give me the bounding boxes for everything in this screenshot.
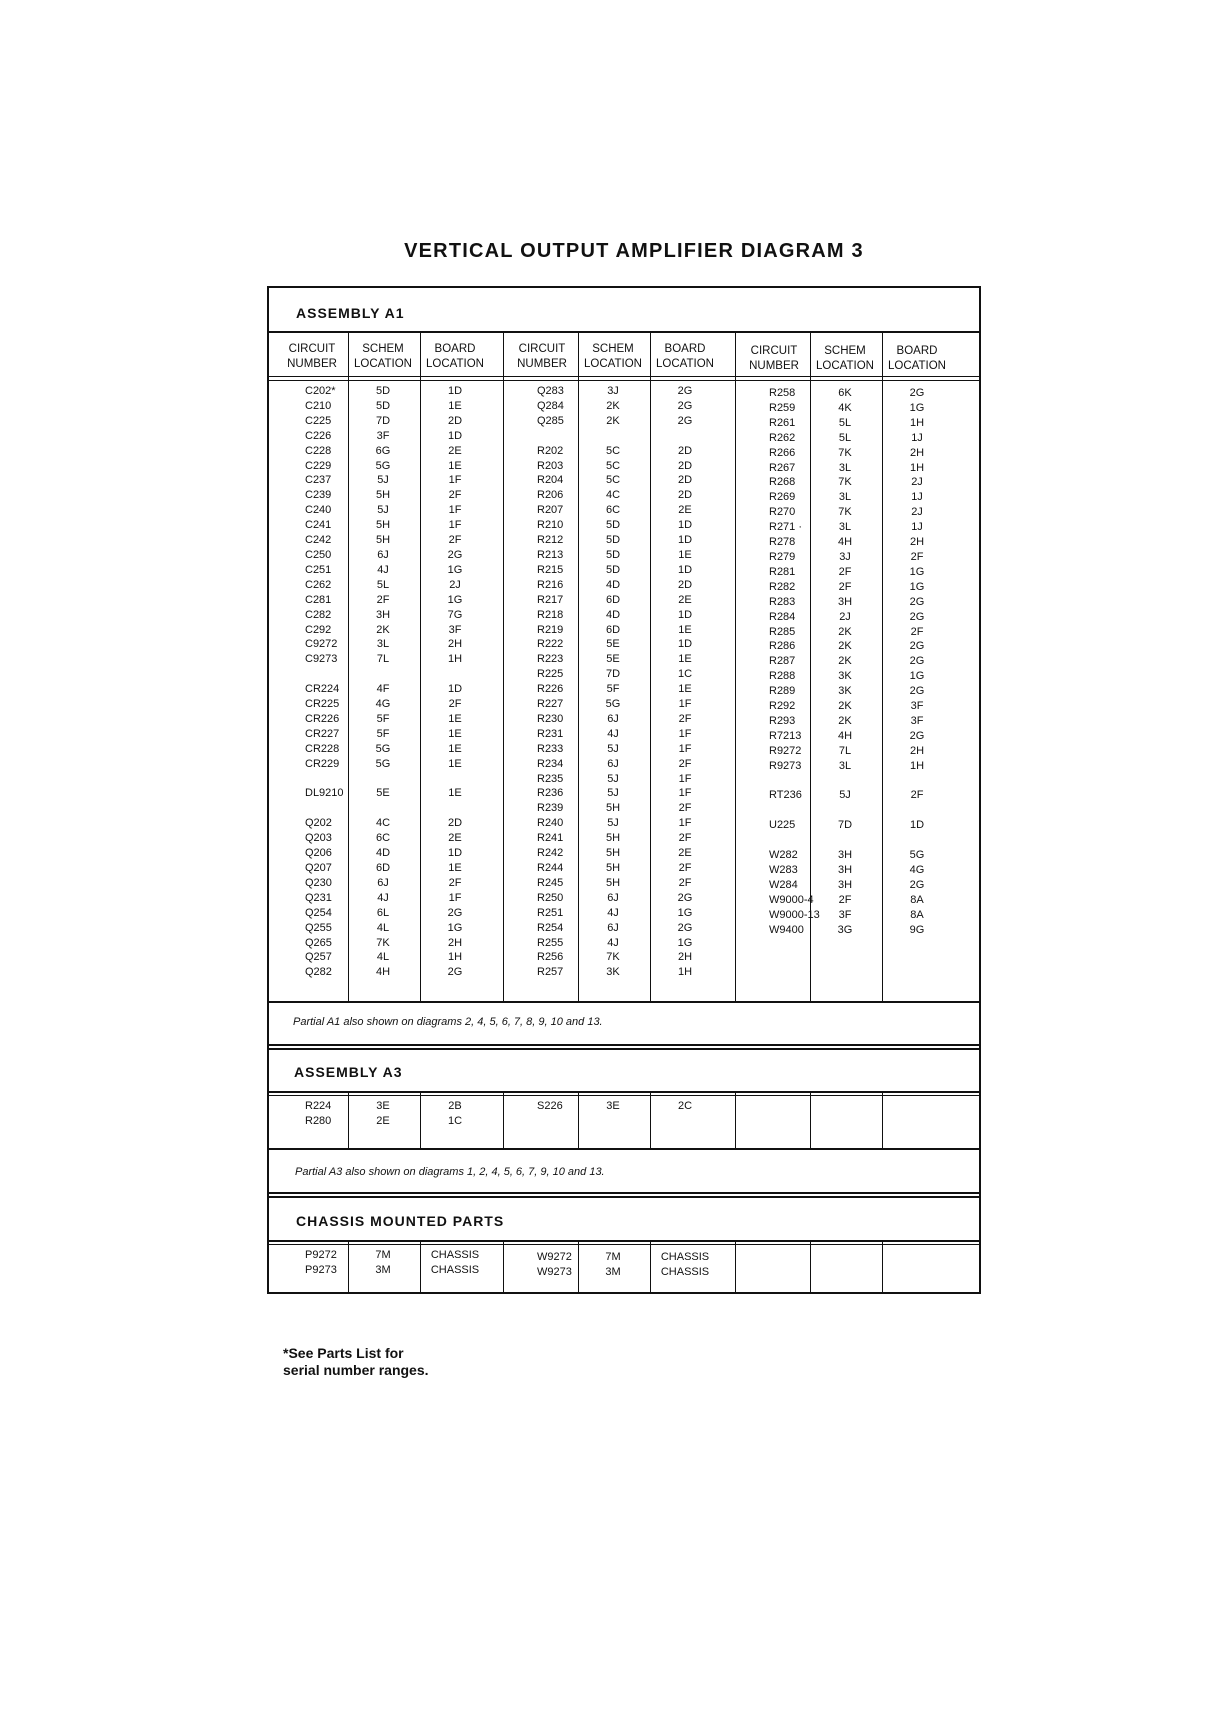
a1-circuit-column-2: Q283 Q284 Q285 R202 R203 R204 R206 R207 R210 R212 R213 R215 R216 R217 R218 R219 R222 R223 R225 R226 R227 R230 R231 R233 R234 R235 R236 R239 R240 R241 R242 R244 R245 R250 R251 R254 R255 R256 R257 <box>537 385 564 979</box>
chassis-board-column-1: CHASSIS CHASSIS <box>430 1249 480 1276</box>
header-schem-location-2 <box>582 342 644 372</box>
a1-schem-column-3: 6K 4K 5L 5L 7K 3L 7K 3L 7K 3L 4H 3J 2F 2F 3H 2J 2K 2K 2K 3K 3K 2K 2K 4H 7L 3L 5J 7D 3H 3H 3H 2F 3F 3G <box>837 387 853 936</box>
chassis-schem-column-1: 7M 3M <box>375 1249 391 1276</box>
header-line: LOCATION <box>816 360 874 372</box>
header-board-location-3 <box>886 344 948 374</box>
chassis-section-title: CHASSIS MOUNTED PARTS <box>296 1213 505 1229</box>
a1-schem-column-2: 3J 2K 2K 5C 5C 5C 4C 6C 5D 5D 5D 5D 4D 6D 4D 6D 5E 5E 7D 5F 5G 6J 4J 5J 6J 5J 5J 5H 5J 5H 5H 5H 5H 6J 4J 6J 4J 7K 3K <box>605 385 621 979</box>
header-circuit-number-2 <box>511 342 573 372</box>
header-line: BOARD <box>664 343 706 355</box>
a1-board-column-3: 2G 1G 1H 1J 2H 1H 2J 1J 2J 1J 2H 2F 1G 1G 2G 2G 2F 2G 2G 1G 2G 3F 3F 2G 2H 1H 2F 1D 5G 4G 2G 8A 8A 9G <box>909 387 925 936</box>
page-title: VERTICAL OUTPUT AMPLIFIER DIAGRAM 3 <box>404 240 864 262</box>
chassis-circuit-column-2: W9272 W9273 <box>537 1251 572 1278</box>
header-line: CIRCUIT <box>750 345 798 357</box>
parts-location-table <box>267 286 981 1294</box>
a1-board-column-2: 2G 2G 2G 2D 2D 2D 2D 2E 1D 1D 1E 1D 2D 2E 1D 1E 1D 1E 1C 1E 1F 2F 1F 1F 2F 1F 1F 2F 1F 2F 2E 2F 2F 2G 1G 2G 1G 2H 1H <box>677 385 693 979</box>
header-line: LOCATION <box>354 358 412 370</box>
header-line: SCHEM <box>824 345 866 357</box>
chassis-schem-column-2: 7M 3M <box>605 1251 621 1278</box>
a1-board-column-1: 1D 1E 2D 1D 2E 1E 1F 2F 1F 1F 2F 2G 1G 2J 1G 7G 3F 2H 1H 1D 2F 1E 1E 1E 1E 1E 2D 2E 1D 1E 2F 1F 2G 1G 2H 1H 2G <box>447 385 463 979</box>
header-line: LOCATION <box>584 358 642 370</box>
header-line: SCHEM <box>362 343 404 355</box>
header-line: CIRCUIT <box>288 343 336 355</box>
header-line: NUMBER <box>287 358 337 370</box>
header-line: LOCATION <box>888 360 946 372</box>
footnote: *See Parts List for serial number ranges. <box>283 1345 429 1378</box>
header-line: NUMBER <box>517 358 567 370</box>
chassis-circuit-column-1: P9272 P9273 <box>305 1249 337 1276</box>
a3-board-column-2: 2C <box>677 1100 693 1112</box>
header-board-location-2 <box>654 342 716 372</box>
header-line: SCHEM <box>592 343 634 355</box>
assembly-a3-note: Partial A3 also shown on diagrams 1, 2, 4, 5, 6, 7, 9, 10 and 13. <box>295 1166 605 1178</box>
header-circuit-number-3 <box>743 344 805 374</box>
a1-schem-column-1: 5D 5D 7D 3F 6G 5G 5J 5H 5J 5H 5H 6J 4J 5L 2F 3H 2K 3L 7L 4F 4G 5F 5F 5G 5G 5E 4C 6C 4D 6D 6J 4J 6L 4L 7K 4L 4H <box>375 385 391 979</box>
assembly-a1-note: Partial A1 also shown on diagrams 2, 4, 5, 6, 7, 8, 9, 10 and 13. <box>293 1016 603 1028</box>
header-line: LOCATION <box>426 358 484 370</box>
header-line: BOARD <box>896 345 938 357</box>
header-schem-location-3 <box>814 344 876 374</box>
header-line: LOCATION <box>656 358 714 370</box>
header-schem-location-1 <box>352 342 414 372</box>
assembly-a1-title: ASSEMBLY A1 <box>296 305 405 321</box>
chassis-board-column-2: CHASSIS CHASSIS <box>660 1251 710 1278</box>
header-board-location-1 <box>424 342 486 372</box>
assembly-a3-title: ASSEMBLY A3 <box>294 1064 403 1080</box>
header-line: CIRCUIT <box>518 343 566 355</box>
header-circuit-number-1 <box>281 342 343 372</box>
header-line: BOARD <box>434 343 476 355</box>
a3-circuit-column-1: R224 R280 <box>305 1100 332 1127</box>
header-line: NUMBER <box>749 360 799 372</box>
a3-board-column-1: 2B 1C <box>447 1100 463 1127</box>
a3-circuit-column-2: S226 <box>537 1100 563 1112</box>
a3-schem-column-1: 3E 2E <box>376 1100 390 1127</box>
a1-circuit-column-1: C202* C210 C225 C226 C228 C229 C237 C239 C240 C241 C242 C250 C251 C262 C281 C282 C292 C9272 C9273 CR224 CR225 CR226 CR227 CR228 CR229 DL9210 Q202 Q203 Q206 Q207 Q230 Q231 Q254 Q255 Q265 Q257 Q282 <box>305 385 344 979</box>
a1-circuit-column-3: R258 R259 R261 R262 R266 R267 R268 R269 R270 R271 · R278 R279 R281 R282 R283 R284 R285 R286 R287 R288 R289 R292 R293 R7213 R9272 R9273 RT236 U225 W282 W283 W284 W9000-4 W9000-13 W9400 <box>769 387 820 936</box>
a3-schem-column-2: 3E <box>606 1100 620 1112</box>
